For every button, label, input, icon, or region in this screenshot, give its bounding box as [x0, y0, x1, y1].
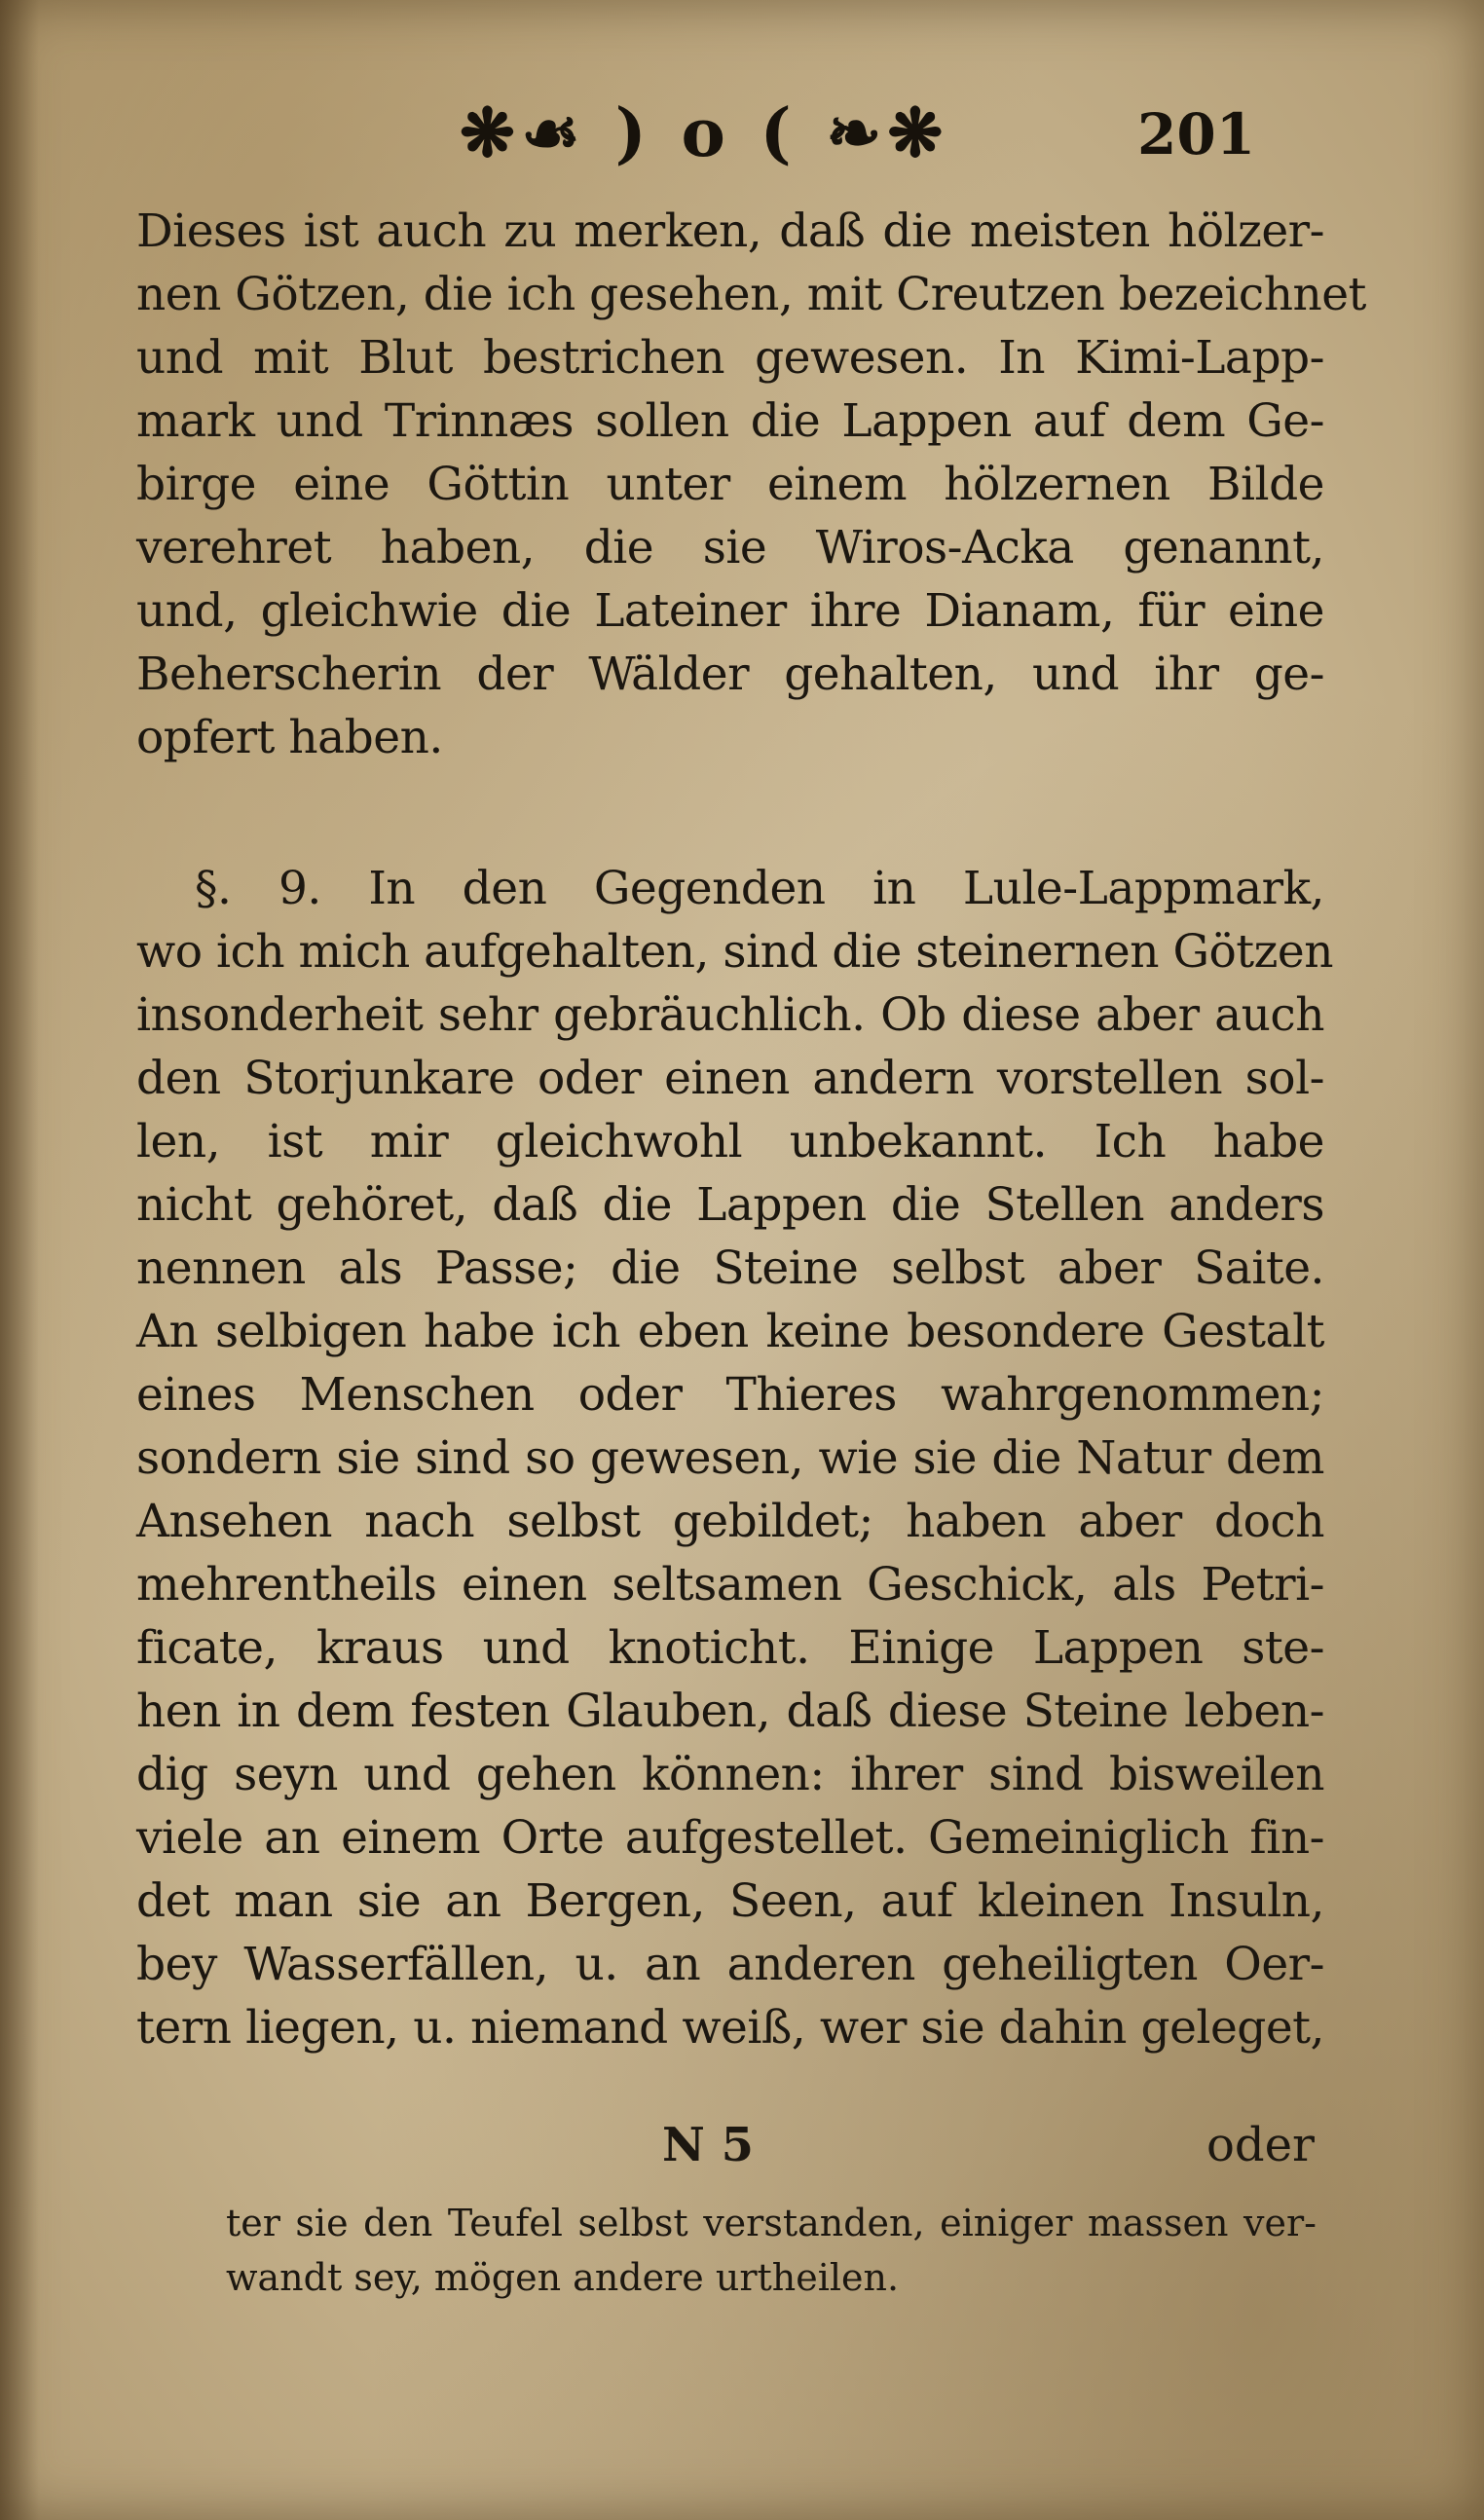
footnote-line: ter sie den Teufel selbst verstanden, einiger massen ver- [226, 2202, 1317, 2244]
text-line: den Storjunkare oder einen andern vorstellen sol- [136, 1052, 1324, 1105]
text-line: wo ich mich aufgehalten, sind die steinernen Götzen [136, 925, 1334, 979]
paragraph-2 [136, 857, 1334, 2059]
page-footer [136, 2111, 1324, 2179]
text-line: viele an einem Orte aufgestellet. Gemeiniglich fin- [136, 1811, 1324, 1865]
footnote-line: wandt sey, mögen andere urtheilen. [226, 2256, 900, 2299]
text-line: §. 9. In den Gegenden in Lule-Lappmark, [195, 862, 1324, 915]
text-line: Ansehen nach selbst gebildet; haben aber doch [136, 1495, 1324, 1548]
text-line: und mit Blut bestrichen gewesen. In Kimi-Lapp- [136, 331, 1324, 385]
text-line: len, ist mir gleichwohl unbekannt. Ich habe [136, 1115, 1324, 1168]
header-ornament: ❋☙ ) o ( ❧❋ [460, 94, 949, 172]
paragraph-1 [136, 200, 1366, 769]
text-line: mark und Trinnæs sollen die Lappen auf dem Ge- [136, 394, 1324, 448]
page-number: 201 [1137, 101, 1256, 167]
text-line: dig seyn und gehen können: ihrer sind bisweilen [136, 1748, 1324, 1801]
text-line: und, gleichwie die Lateiner ihre Dianam, für eine [136, 584, 1324, 638]
text-line: mehrentheils einen seltsamen Geschick, als Petri- [136, 1558, 1324, 1612]
text-line: nen Götzen, die ich gesehen, mit Creutzen bezeichnet [136, 268, 1366, 321]
text-line: det man sie an Bergen, Seen, auf kleinen Insuln, [136, 1874, 1324, 1928]
text-line: Dieses ist auch zu merken, daß die meisten hölzer- [136, 204, 1324, 258]
text-line: An selbigen habe ich eben keine besondere Gestalt [136, 1305, 1324, 1358]
text-line: eines Menschen oder Thieres wahrgenommen; [136, 1368, 1324, 1422]
footnote [226, 2196, 1317, 2305]
text-line: birge eine Göttin unter einem hölzernen Bilde [136, 458, 1324, 511]
text-line: opfert haben. [136, 711, 443, 764]
text-line: verehret haben, die sie Wiros-Acka genannt, [136, 521, 1324, 574]
text-line: Beherscherin der Wälder gehalten, und ihr ge- [136, 648, 1324, 701]
text-line: bey Wasserfällen, u. an anderen geheiligten Oer- [136, 1938, 1324, 1991]
text-line: hen in dem festen Glauben, daß diese Steine leben- [136, 1685, 1324, 1738]
catchword: oder [1206, 2118, 1315, 2172]
running-head [0, 90, 1484, 177]
text-line: sondern sie sind so gewesen, wie sie die Natur dem [136, 1431, 1324, 1485]
text-line: nicht gehöret, daß die Lappen die Stellen anders [136, 1178, 1324, 1232]
text-line: tern liegen, u. niemand weiß, wer sie dahin geleget, [136, 2001, 1324, 2055]
text-line: ficate, kraus und knoticht. Einige Lappen ste- [136, 1621, 1324, 1675]
text-line: nennen als Passe; die Steine selbst aber Saite. [136, 1241, 1324, 1295]
text-line: insonderheit sehr gebräuchlich. Ob diese aber auch [136, 988, 1324, 1042]
signature-mark: N 5 [662, 2118, 754, 2172]
